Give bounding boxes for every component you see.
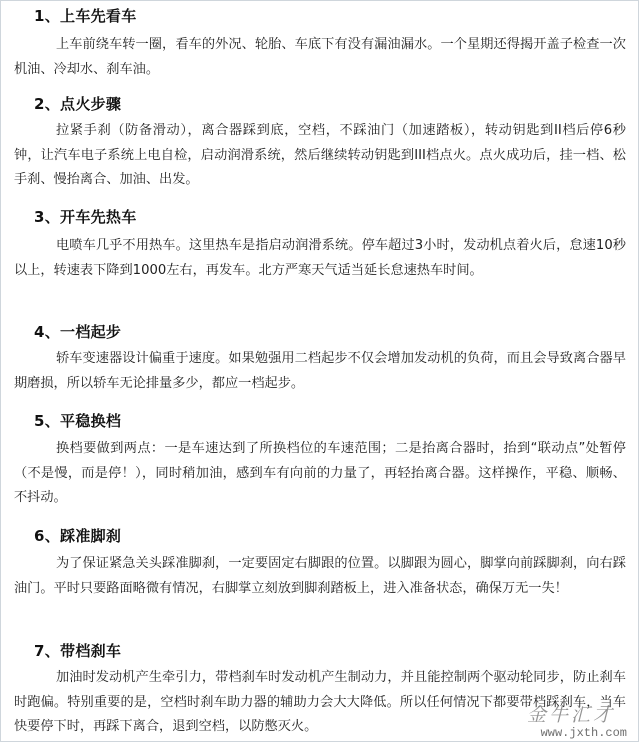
section-heading: 1、上车先看车 bbox=[34, 7, 137, 25]
section-heading: 3、开车先热车 bbox=[34, 208, 137, 226]
section-heading: 7、带档刹车 bbox=[34, 642, 122, 660]
section-body: 为了保证紧急关头踩准脚刹，一定要固定右脚跟的位置。以脚跟为圆心，脚掌向前踩脚刹，向右踩油门。平时只要路面略微有情况，右脚掌立刻放到脚刹踏板上，进入准备状态，确保万无一失！ bbox=[14, 556, 626, 596]
watermark-title: 金牛汇才 bbox=[526, 704, 615, 726]
section-body: 轿车变速器设计偏重于速度。如果勉强用二档起步不仅会增加发动机的负荷，而且会导致离合器早期磨损，所以轿车无论排量多少，都应一档起步。 bbox=[14, 351, 626, 391]
section-body: 上车前绕车转一圈，看车的外况、轮胎、车底下有没有漏油漏水。一个星期还得揭开盖子检查一次机油、冷却水、刹车油。 bbox=[14, 37, 626, 77]
section-heading: 5、平稳换档 bbox=[34, 412, 122, 430]
section-heading: 4、一档起步 bbox=[34, 323, 122, 341]
section-heading: 6、踩准脚刹 bbox=[34, 527, 122, 545]
section-body: 拉紧手刹（防备滑动），离合器踩到底，空档，不踩油门（加速踏板），转动钥匙到II档后停6秒钟，让汽车电子系统上电自检，启动润滑系统，然后继续转动钥匙到III档点火。点火成功后，挂一档、松手刹、慢抬离合、加油、出发。 bbox=[14, 123, 626, 187]
section-body: 加油时发动机产生牵引力，带档刹车时发动机产生制动力，并且能控制两个驱动轮同步，防止刹车时跑偏。特别重要的是，空档时刹车助力器的辅助力会大大降低。所以任何情况下都要带档踩刹车，当车快要停下时，再踩下离合，退到空档，以防憋灭火。 bbox=[14, 670, 626, 734]
site-watermark bbox=[505, 698, 633, 742]
section-body: 换档要做到两点：一是车速达到了所换档位的车速范围；二是抬离合器时，抬到“联动点”处暂停（不是慢，而是停！），同时稍加油，感到车有向前的力量了，再轻抬离合器。这样操作，平稳、顺畅、不抖动。 bbox=[14, 441, 626, 505]
section-body: 电喷车几乎不用热车。这里热车是指启动润滑系统。停车超过3小时，发动机点着火后，怠速10秒以上，转速表下降到1000左右，再发车。北方严寒天气适当延长怠速热车时间。 bbox=[14, 238, 626, 278]
section-heading: 2、点火步骤 bbox=[34, 95, 122, 113]
watermark-url: www.jxth.com bbox=[540, 726, 627, 740]
